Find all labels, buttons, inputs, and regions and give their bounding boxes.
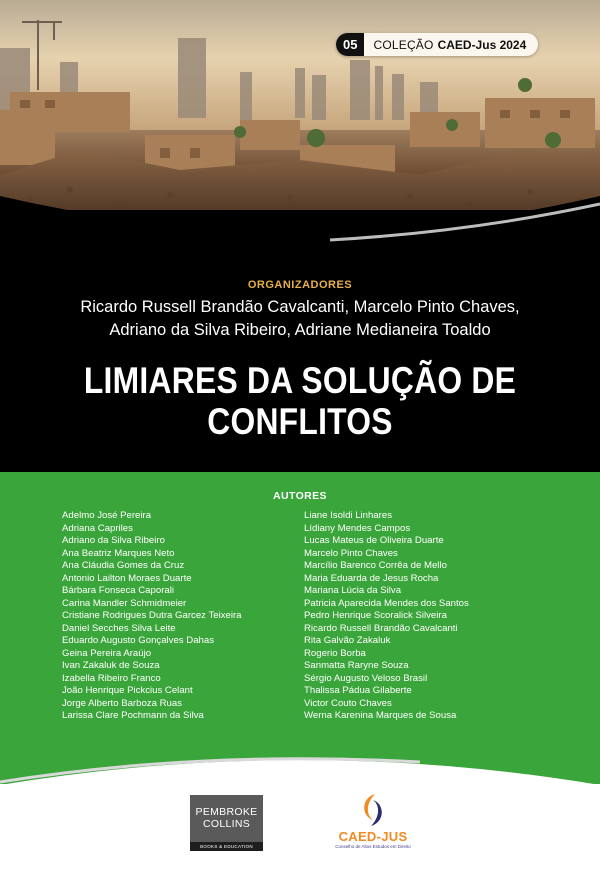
author-name: Lídiany Mendes Campos <box>304 522 411 534</box>
organizers-names <box>0 296 600 342</box>
publisher-tagline: BOOKS & EDUCATION <box>190 842 263 851</box>
series-number: 05 <box>336 33 364 56</box>
author-name: Werna Karenina Marques de Sousa <box>304 710 457 721</box>
caed-name: CAED-JUS <box>338 829 408 844</box>
pembroke-collins-logo <box>190 795 263 851</box>
authors-list-left <box>62 510 242 723</box>
author-name: Ana Beatriz Marques Neto <box>62 547 175 559</box>
author-name: Rogerio Borba <box>304 647 366 659</box>
photo-edge-curve <box>0 196 600 256</box>
author-name: Mariana Lúcia da Silva <box>304 585 402 596</box>
author-name: Izabella Ribeiro Franco <box>62 672 161 684</box>
author-name: Cristiane Rodrigues Dutra Garcez Teixeira <box>62 610 242 621</box>
author-name: Thalissa Pádua Gilaberte <box>304 685 412 696</box>
caed-subtitle: Conselho de Altos Estudos em Direito <box>335 844 411 849</box>
author-name: Rita Galvão Zakaluk <box>304 635 391 646</box>
author-name: Pedro Henrique Scoralick Silveira <box>304 610 447 621</box>
authors-list-right <box>304 510 469 723</box>
author-name: Maria Eduarda de Jesus Rocha <box>304 572 439 584</box>
publisher-line-1: PEMBROKE <box>195 806 258 818</box>
author-name: Marcílio Barenco Corrêa de Mello <box>304 560 447 571</box>
author-name: Carina Mandler Schmidmeier <box>62 597 187 609</box>
organizers-line-1: Ricardo Russell Brandão Cavalcanti, Marcelo Pinto Chaves, <box>80 298 520 316</box>
author-name: Marcelo Pinto Chaves <box>304 547 398 559</box>
caed-jus-logo <box>325 790 421 856</box>
author-name: Sérgio Augusto Veloso Brasil <box>304 672 428 684</box>
author-name: Bárbara Fonseca Caporali <box>62 585 174 596</box>
author-name: Ana Cláudia Gomes da Cruz <box>62 560 185 571</box>
publisher-line-2: COLLINS <box>202 818 251 830</box>
author-name: Geina Pereira Araújo <box>62 647 152 659</box>
author-name: João Henrique Pickcius Celant <box>62 685 193 696</box>
series-label: COLEÇÃO <box>373 37 434 52</box>
series-name: CAED-Jus 2024 <box>437 37 527 52</box>
title-line-1: LIMIARES DA SOLUÇÃO DE <box>83 360 517 401</box>
author-name: Jorge Alberto Barboza Ruas <box>62 697 182 709</box>
author-name: Ivan Zakaluk de Souza <box>62 660 160 671</box>
author-name: Sanmatta Raryne Souza <box>304 660 409 671</box>
author-name: Liane Isoldi Linhares <box>304 510 393 521</box>
bottom-curve <box>0 740 600 800</box>
title-line-2: CONFLITOS <box>207 401 393 442</box>
book-title <box>42 360 558 442</box>
author-name: Adelmo José Pereira <box>62 510 152 521</box>
author-name: Larissa Clare Pochmann da Silva <box>62 710 204 721</box>
author-name: Eduardo Augusto Gonçalves Dahas <box>62 635 215 646</box>
author-name: Ricardo Russell Brandão Cavalcanti <box>304 622 458 634</box>
author-name: Adriana Capriles <box>62 522 133 534</box>
organizers-label: ORGANIZADORES <box>247 279 353 291</box>
author-name: Patricia Aparecida Mendes dos Santos <box>304 597 469 609</box>
organizers-line-2: Adriano da Silva Ribeiro, Adriane Medianeira Toaldo <box>109 321 491 339</box>
author-name: Adriano da Silva Ribeiro <box>62 535 165 546</box>
author-name: Daniel Secches Silva Leite <box>62 622 176 634</box>
authors-label: AUTORES <box>273 490 327 502</box>
author-name: Lucas Mateus de Oliveira Duarte <box>304 535 444 546</box>
caed-emblem-icon <box>353 790 393 830</box>
author-name: Antonio Lailton Moraes Duarte <box>62 572 192 584</box>
series-badge <box>336 33 538 56</box>
author-name: Victor Couto Chaves <box>304 697 392 709</box>
